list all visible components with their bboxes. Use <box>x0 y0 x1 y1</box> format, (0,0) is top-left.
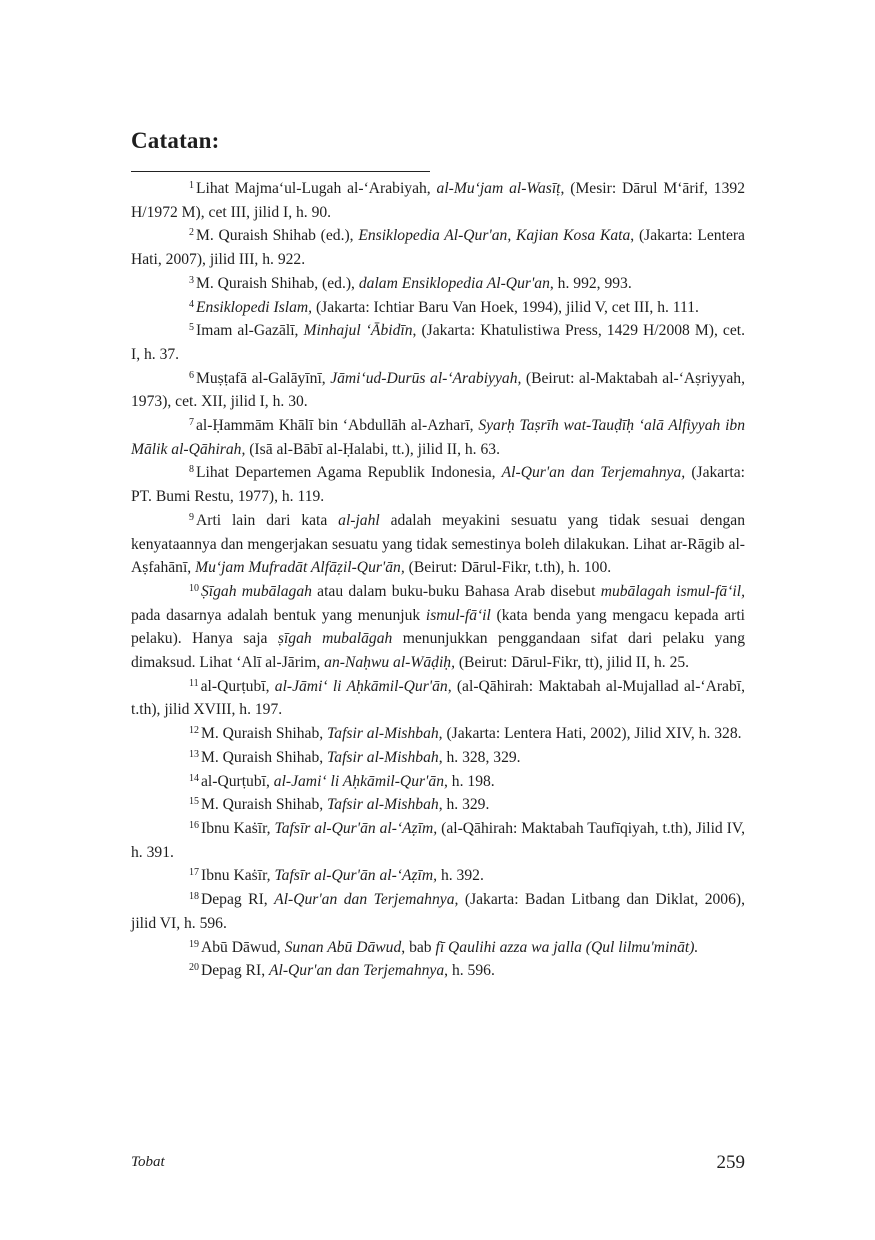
footnote-text: (Beirut: Dārul-Fikr, t.th), h. 100. <box>404 559 612 577</box>
footnote-item <box>131 959 745 983</box>
footnote-text: (al-Qāhirah: Maktabah al-Mujallad al-‘Arabī, t.th), jilid XVIII, h. 197. <box>131 677 745 719</box>
footnote-item <box>131 864 745 888</box>
footnote-text: al-Ḥammām Khālī bin ‘Abdullāh al-Azharī, <box>196 417 479 435</box>
footnote-title-text: dalam Ensiklopedia Al-Qur'an <box>358 274 550 292</box>
footnote-title-text: Tafsir al-Mishbah, <box>327 725 443 743</box>
footnote-title-text: Tafsīr al-Qur'ān al-‘Aẓīm, <box>274 867 438 885</box>
footnote-text: Depag RI, <box>201 962 269 980</box>
footnote-number: 11 <box>189 677 199 689</box>
footnote-number: 19 <box>189 938 199 950</box>
footnote-title-text: Tafsir al-Mishbah <box>327 796 439 814</box>
footnote-title-text: ṣīgah mubalāgah <box>277 630 393 648</box>
footnote-text: (Jakarta: Lentera Hati, 2002), Jilid XIV, h. 328. <box>442 725 742 743</box>
footnote-item <box>131 675 745 722</box>
footnote-title-text: Tafsir al-Mishbah <box>327 748 439 766</box>
footnote-text: M. Quraish Shihab, <box>201 796 328 814</box>
footnote-title-text: al-Mu‘jam al-Wasīṭ <box>436 180 561 197</box>
footnote-text: , bab <box>401 938 436 956</box>
footnote-title-text: al-jahl <box>338 511 380 529</box>
footnote-item <box>131 272 745 296</box>
footnote-text: Ibnu Kaṡīr, <box>201 867 275 885</box>
footnote-number: 7 <box>189 417 194 429</box>
footnote-title-text: Sunan Abū Dāwud <box>284 938 402 956</box>
footnote-text: pada dasarnya adalah bentuk yang menunjuk <box>131 606 426 624</box>
footnote-text: (Jakarta: Badan Litbang dan Diklat, 2006), jilid VI, h. 596. <box>131 891 745 932</box>
footnote-text: , h. 329. <box>438 796 490 814</box>
footnote-number: 20 <box>189 962 199 974</box>
footnote-item <box>131 224 745 271</box>
footnote-text: (Jakarta: Ichtiar Baru Van Hoek, 1994), jilid V, cet III, h. 111. <box>312 298 699 316</box>
page-number: 259 <box>716 1152 745 1173</box>
footnote-number: 2 <box>189 227 194 239</box>
footnote-text: menunjukkan penggandaan sifat dari pelaku yang dimaksud. Lihat ‘Alī al-Jārim, <box>131 630 745 672</box>
footnote-text: (Beirut: Dārul-Fikr, tt), jilid II, h. 25. <box>454 654 690 672</box>
footnote-title-text: an-Naḥwu al-Wāḍiḥ, <box>324 654 455 672</box>
footnote-title-text: al-Jāmi‘ li Aḥkāmil-Qur'ān, <box>274 677 452 695</box>
footnote-item <box>131 746 745 770</box>
footnote-text: (Beirut: al-Maktabah al-‘Aṣriyyah, 1973), cet. XII, jilid I, h. 30. <box>131 369 745 411</box>
footnote-text: Depag RI, <box>201 891 275 909</box>
footnote-list <box>131 177 745 983</box>
footnote-number: 1 <box>189 180 194 191</box>
footnote-number: 8 <box>189 464 194 476</box>
footnote-title-text: Mu‘jam Mufradāt Alfāẓil-Qur'ān, <box>195 559 405 577</box>
footnote-number: 9 <box>189 511 194 523</box>
footnote-text: , h. 992, 993. <box>549 274 632 292</box>
footnote-item <box>131 461 745 508</box>
footnote-text: , (Jakarta: Khatulistiwa Press, 1429 H/2008 M), cet. I, h. 37. <box>131 322 745 363</box>
footnote-number: 3 <box>189 274 194 286</box>
footnote-text: M. Quraish Shihab (ed.), <box>196 227 359 245</box>
footnote-number: 16 <box>189 819 199 831</box>
footnote-text: Muṣṭafā al-Galāyīnī, <box>196 369 331 387</box>
footnote-number: 18 <box>189 891 199 903</box>
footnote-item <box>131 580 745 675</box>
footnote-text: , h. 596. <box>444 962 495 980</box>
footnote-divider <box>131 171 430 172</box>
page-title: Catatan: <box>131 128 220 153</box>
footnote-title-text: Jāmi‘ud-Durūs al-‘Arabiyyah, <box>330 369 522 387</box>
footnote-title-text: Ensiklopedi Islam, <box>196 298 313 316</box>
page-footer <box>131 1152 745 1178</box>
footnote-text: (al-Qāhirah: Maktabah Taufīqiyah, t.th), Jilid IV, h. 391. <box>131 819 745 861</box>
footnote-title-text: ismul-fā‘il <box>425 606 491 624</box>
footnote-text: Lihat Departemen Agama Republik Indonesia, <box>196 464 502 482</box>
footnote-text: Ibnu Kaṡīr, <box>201 819 275 837</box>
footnote-title-text: fī Qaulihi azza wa jalla (Qul lilmu'mināt). <box>435 938 699 956</box>
footnote-text: M. Quraish Shihab, (ed.), <box>196 274 359 292</box>
footnote-text: Lihat Majma‘ul-Lugah al-‘Arabiyah, <box>196 180 437 197</box>
footnote-text: , h. 328, 329. <box>438 748 521 766</box>
footnote-text: , (Mesir: Dārul M‘ārif, 1392 H/1972 M), cet III, jilid I, h. 90. <box>131 180 745 221</box>
footnote-title-text: Al-Qur'an dan Terjemahnya, <box>274 891 459 909</box>
footnote-text: adalah meyakini sesuatu yang tidak sesuai dengan kenyataannya dan mengerjakan sesuatu yang tidak semestinya boleh dilakukan. Lihat ar-Rāgib al-Aṣfahānī, <box>131 511 746 577</box>
footnote-text: h. 392. <box>437 867 484 885</box>
footnote-text: (Jakarta: PT. Bumi Restu, 1977), h. 119. <box>131 464 746 506</box>
footnote-number: 5 <box>189 322 194 334</box>
footnote-title-text: Minhajul ‘Ābidīn <box>303 322 413 340</box>
footnote-title-text: Ṣīgah mubālagah <box>201 582 312 600</box>
footnote-item <box>131 509 745 580</box>
footnote-text: Arti lain dari kata <box>196 511 339 529</box>
footnote-number: 10 <box>189 582 199 594</box>
footnote-number: 4 <box>189 298 194 310</box>
footnote-item <box>131 936 745 960</box>
footnote-title-text: Ensiklopedia Al-Qur'an, Kajian Kosa Kata <box>358 227 631 245</box>
footnote-item <box>131 770 745 794</box>
footnote-title-text: al-Jami‘ li Aḥkāmil-Qur'ān <box>273 772 444 790</box>
footnote-text: M. Quraish Shihab, <box>201 748 328 766</box>
footnote-title-text: Syarḥ Taṣrīh wat-Tauḍīḥ ‘alā Alfiyyah ibn Mālik al-Qāhirah, <box>131 417 745 458</box>
footnote-text: (Isā al-Bābī al-Ḥalabi, tt.), jilid II, h. 63. <box>245 440 500 458</box>
footnote-text: , h. 198. <box>444 772 495 790</box>
footnote-item <box>131 319 745 366</box>
footnote-item <box>131 817 745 864</box>
footnote-item <box>131 722 745 746</box>
footnote-number: 15 <box>189 796 199 808</box>
footnote-number: 12 <box>189 725 199 737</box>
footnote-item <box>131 296 745 320</box>
footnote-item <box>131 177 745 224</box>
footnote-title-text: Al-Qur'an dan Terjemahnya <box>269 962 445 980</box>
footnote-title-text: mubālagah ismul-fā‘il, <box>600 582 745 600</box>
footnote-number: 17 <box>189 867 199 879</box>
footnote-item <box>131 367 745 414</box>
footnote-title-text: Tafsīr al-Qur'ān al-‘Aẓīm, <box>274 819 438 837</box>
footnote-number: 13 <box>189 748 199 760</box>
footnote-title-text: Al-Qur'an dan Terjemahnya, <box>501 464 686 482</box>
footnote-text: atau dalam buku-buku Bahasa Arab disebut <box>311 582 601 600</box>
footnote-text: Abū Dāwud, <box>201 938 285 956</box>
footnote-text: M. Quraish Shihab, <box>201 725 328 743</box>
footnote-text: (kata benda yang mengacu kepada arti pelaku). Hanya saja <box>131 606 745 648</box>
footnote-text: , (Jakarta: Lentera Hati, 2007), jilid III, h. 922. <box>131 227 745 269</box>
running-title: Tobat <box>131 1154 165 1170</box>
footnote-item <box>131 793 745 817</box>
footnote-number: 6 <box>189 369 194 381</box>
footnote-text: al-Qurṭubī, <box>200 677 275 695</box>
footnote-text: Imam al-Gazālī, <box>196 322 304 340</box>
footnote-number: 14 <box>189 772 199 784</box>
footnote-text: al-Qurṭubī, <box>201 772 274 790</box>
footnote-item <box>131 888 745 935</box>
footnote-item <box>131 414 745 461</box>
